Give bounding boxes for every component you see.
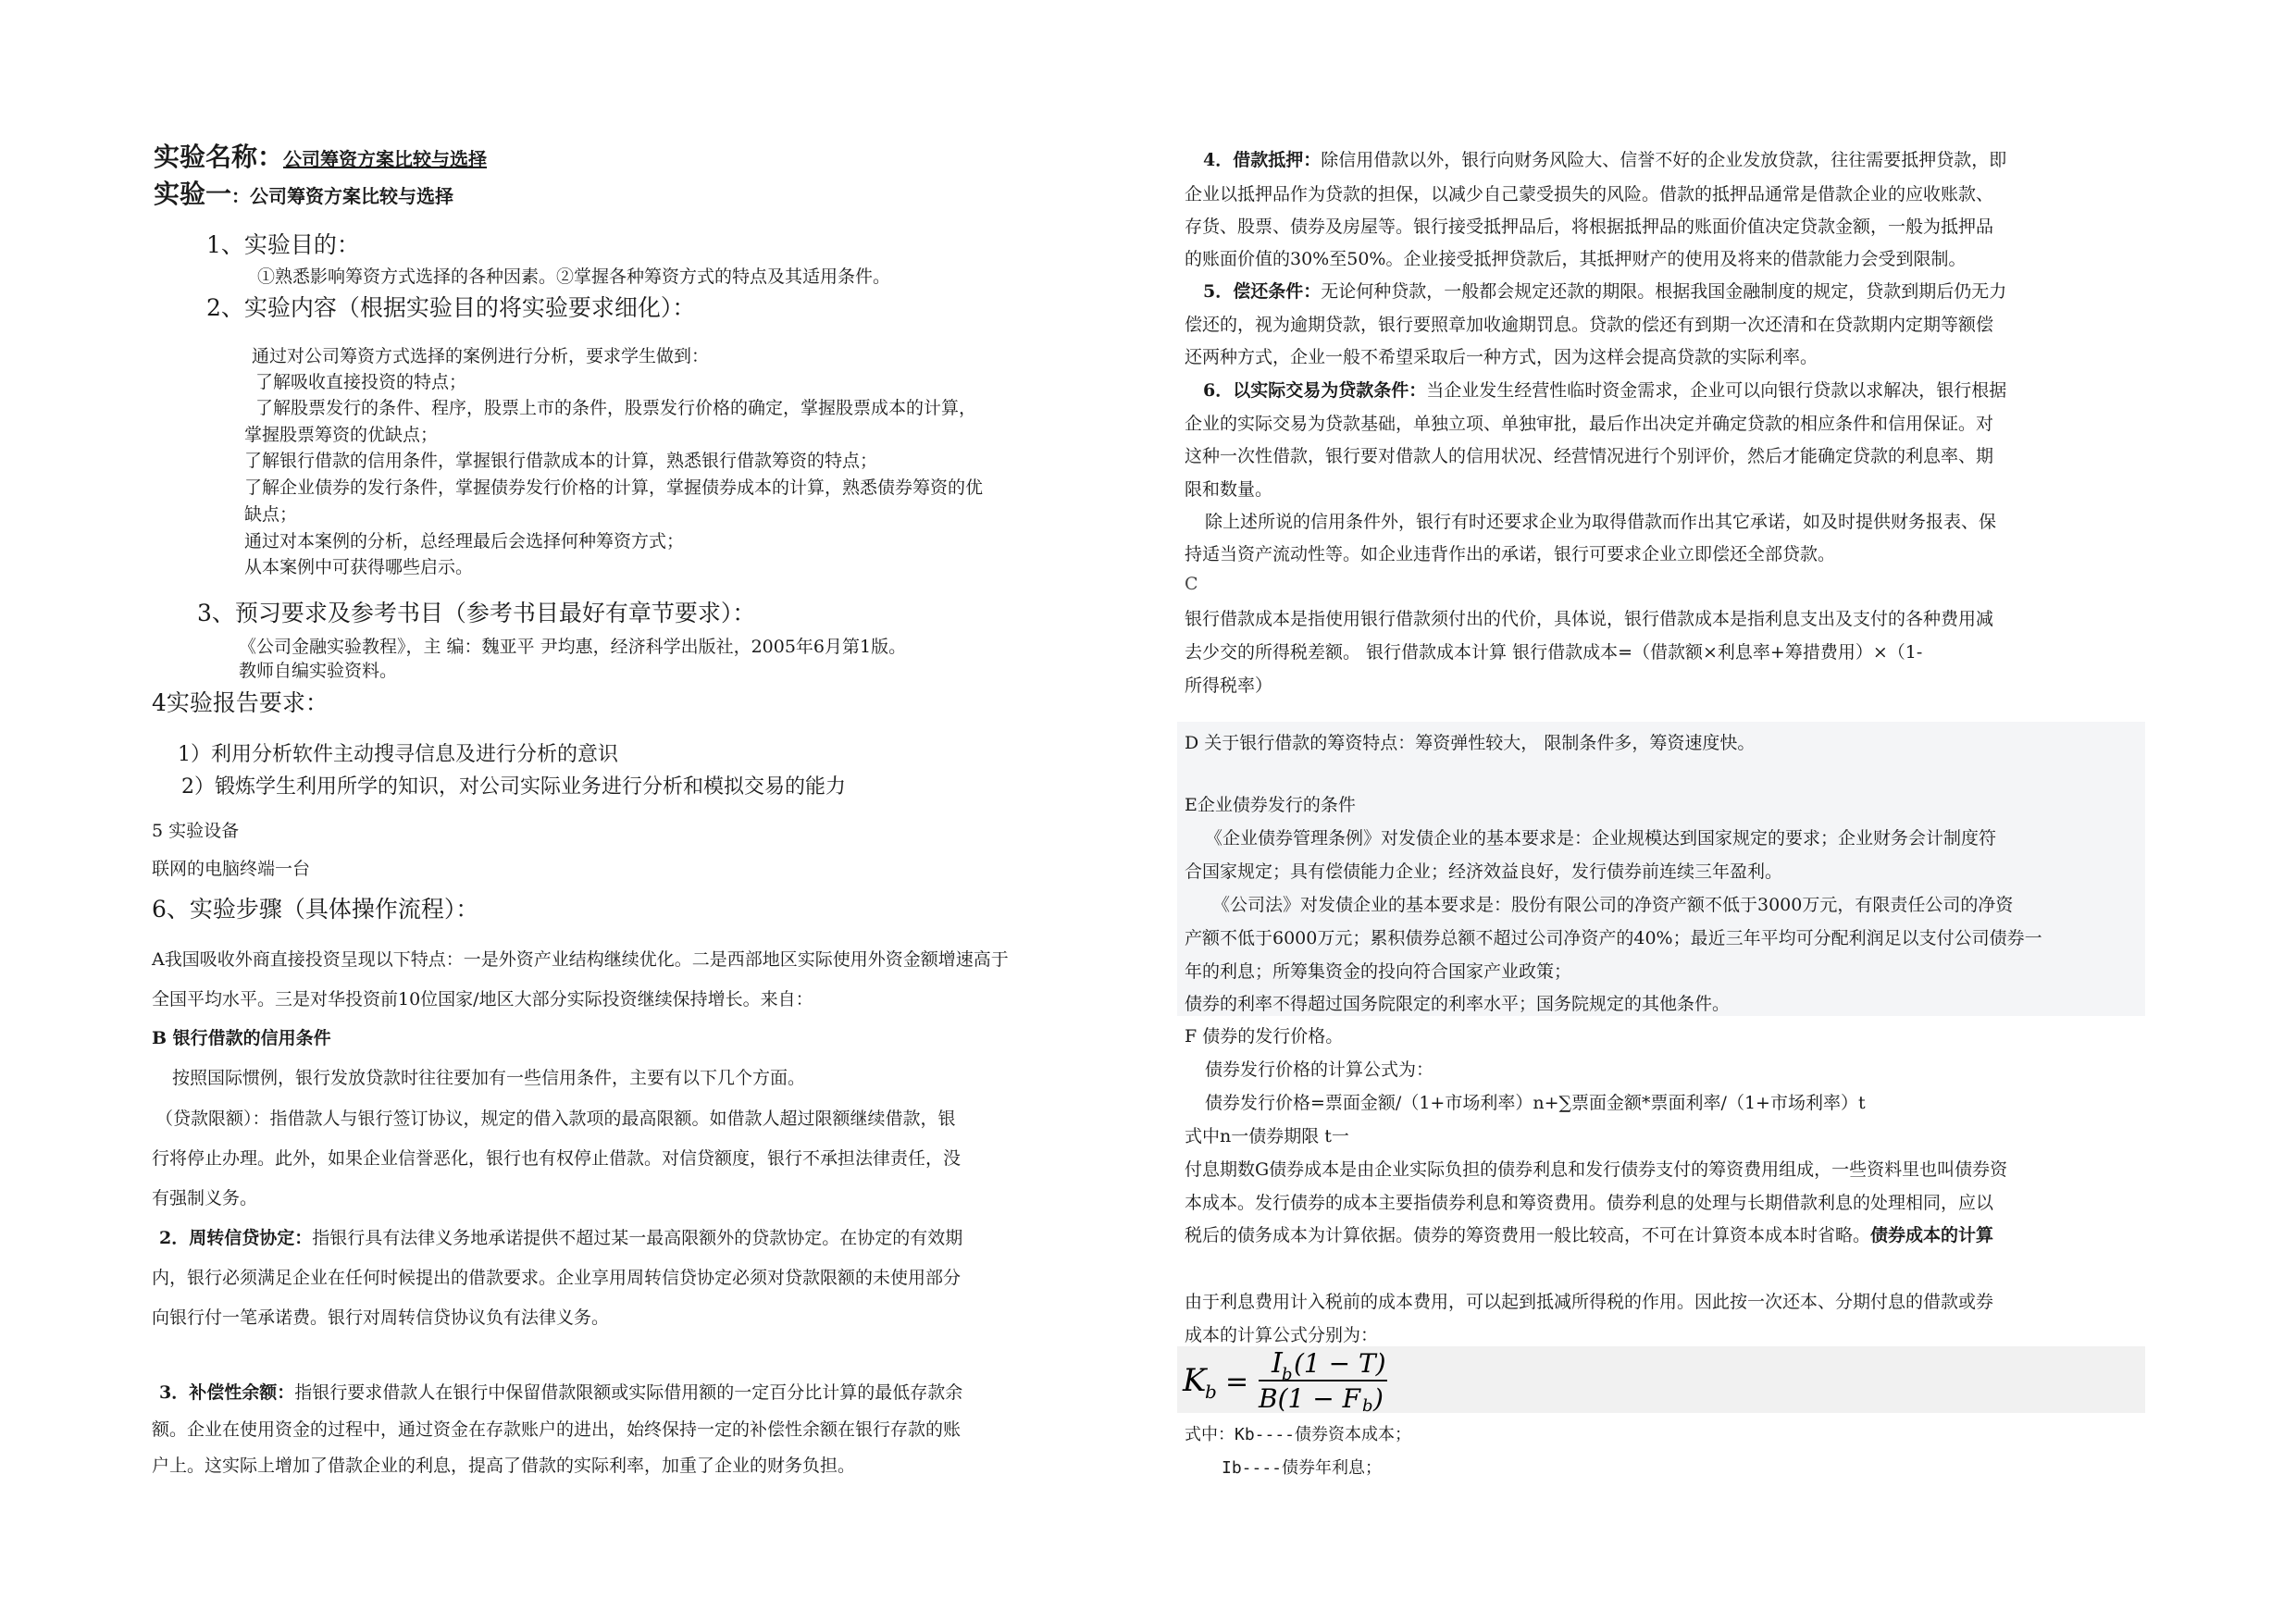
paragraph-b2-line: 内，银行必须满足企业在任何时候提出的借款要求。企业享用周转信贷协定必须对贷款限额的未使用部分 bbox=[152, 1268, 962, 1288]
paragraph-b-title: B 银行借款的信用条件 bbox=[152, 1028, 331, 1048]
list-item: 通过对本案例的分析，总经理最后会选择何种筹资方式； bbox=[244, 531, 685, 551]
list-item: 了解吸收直接投资的特点； bbox=[255, 372, 467, 392]
paragraph-f-line: 债券发行价格的计算公式为： bbox=[1205, 1059, 1434, 1080]
formula-den-rest: ) bbox=[1373, 1383, 1384, 1413]
section-3-title: 3、预习要求及参考书目（参考书目最好有章节要求）： bbox=[197, 600, 756, 626]
paragraph-g-line: 成本的计算公式分别为： bbox=[1185, 1325, 1379, 1345]
paragraph-d: D 关于银行借款的筹资特点：筹资弹性较大， 限制条件多，筹资速度快。 bbox=[1185, 733, 1756, 753]
experiment-one-label: 实验一 bbox=[154, 179, 232, 209]
paragraph-b3-line: 额。企业在使用资金的过程中，通过资金在存款账户的进出，始终保持一定的补偿性余额在银行存款的账 bbox=[152, 1419, 962, 1440]
paragraph-f-line: 付息期数G债券成本是由企业实际负担的债券利息和发行债券支付的筹资费用组成，一些资料里也叫债券资 bbox=[1185, 1159, 2008, 1180]
report-requirement-1: 1）利用分析软件主动搜寻信息及进行分析的意识 bbox=[178, 743, 618, 766]
paragraph-b3-line bbox=[159, 1379, 962, 1404]
experiment-one-line bbox=[154, 174, 453, 211]
paragraph-b-intro: 按照国际惯例，银行发放贷款时往往要加有一些信用条件，主要有以下几个方面。 bbox=[172, 1068, 806, 1088]
paragraph-b2-line: 向银行付一笔承诺费。银行对周转信贷协议负有法律义务。 bbox=[152, 1307, 610, 1328]
experiment-name-label: 实验名称： bbox=[154, 142, 284, 172]
paragraph-b1-line: 有强制义务。 bbox=[152, 1188, 258, 1208]
experiment-name-value: 公司筹资方案比较与选择 bbox=[283, 148, 488, 170]
formula-den-main: B(1 − F bbox=[1259, 1383, 1361, 1413]
paragraph-b5-label: 5．偿还条件： bbox=[1203, 281, 1322, 302]
paragraph-b2-text: 指银行具有法律义务地承诺提供不超过某一最高限额外的贷款协定。在协定的有效期 bbox=[312, 1228, 963, 1248]
paragraph-b2-line bbox=[159, 1224, 962, 1249]
list-item: 缺点； bbox=[244, 504, 298, 525]
reference-material: 教师自编实验资料。 bbox=[239, 661, 398, 681]
section-5-title: 5 实验设备 bbox=[152, 821, 240, 841]
paragraph-e-line: 合国家规定；具有偿债能力企业；经济效益良好，发行债券前连续三年盈利。 bbox=[1185, 861, 1783, 882]
paragraph-extra-line: 持适当资产流动性等。如企业违背作出的承诺，银行可要求企业立即偿还全部贷款。 bbox=[1185, 544, 1836, 564]
section-6-title: 6、实验步骤（具体操作流程）： bbox=[152, 896, 479, 923]
formula-svg bbox=[1179, 1346, 1420, 1413]
list-item: 通过对公司筹资方式选择的案例进行分析，要求学生做到： bbox=[252, 346, 710, 366]
paragraph-e-line: 《公司法》对发债企业的基本要求是：股份有限公司的净资产额不低于3000万元，有限责任公司的净资 bbox=[1212, 895, 2014, 915]
paragraph-b6-label: 6．以实际交易为贷款条件： bbox=[1203, 380, 1427, 401]
formula-den-sub: b bbox=[1362, 1396, 1373, 1413]
paragraph-b1-line: （贷款限额）：指借款人与银行签订协议，规定的借入款项的最高限额。如借款人超过限额继续借款，银 bbox=[155, 1109, 956, 1129]
paragraph-b6-line: 这种一次性借款，银行要对借款人的信用状况、经营情况进行个别评价，然后才能确定贷款的利息率、期 bbox=[1185, 446, 1994, 466]
paragraph-b3-line: 户上。这实际上增加了借款企业的利息，提高了借款的实际利率，加重了企业的财务负担。 bbox=[152, 1456, 856, 1476]
paragraph-b6-text: 当企业发生经营性临时资金需求，企业可以向银行贷款以求解决，银行根据 bbox=[1426, 380, 2007, 401]
list-item: 从本案例中可获得哪些启示。 bbox=[244, 557, 474, 577]
paragraph-b4-label: 4．借款抵押： bbox=[1203, 150, 1322, 170]
formula-num-main: I bbox=[1272, 1347, 1283, 1380]
paragraph-e-line: 债券的利率不得超过国务院限定的利率水平；国务院规定的其他条件。 bbox=[1185, 994, 1731, 1014]
paragraph-f-line: 式中n一债券期限 t一 bbox=[1185, 1126, 1349, 1146]
reference-book: 《公司金融实验教程》，主 编：魏亚平 尹均惠，经济科学出版社，2005年6月第1版。 bbox=[239, 637, 907, 657]
formula-equals: = bbox=[1225, 1366, 1249, 1398]
paragraph-f-line: F 债券的发行价格。 bbox=[1185, 1026, 1344, 1047]
formula-num-rest: (1 − T) bbox=[1294, 1348, 1386, 1379]
paragraph-e-line: 年的利息；所筹集资金的投向符合国家产业政策； bbox=[1185, 961, 1572, 982]
section-2-title: 2、实验内容（根据实验目的将实验要求细化）： bbox=[206, 294, 696, 321]
paragraph-a-line: 全国平均水平。三是对华投资前10位国家/地区大部分实际投资继续保持增长。来自： bbox=[152, 989, 813, 1010]
paragraph-b4-text: 除信用借款以外，银行向财务风险大、信誉不好的企业发放贷款，往往需要抵押贷款，即 bbox=[1321, 150, 2007, 170]
bond-cost-formula bbox=[1177, 1346, 2145, 1413]
paragraph-c-line: 所得税率） bbox=[1185, 675, 1273, 696]
formula-lhs: K bbox=[1183, 1362, 1207, 1399]
paragraph-b3-label: 3．补偿性余额： bbox=[159, 1382, 295, 1403]
paragraph-b1-line: 行将停止办理。此外，如果企业信誉恶化，银行也有权停止借款。对信贷额度，银行不承担法律责任，没 bbox=[152, 1148, 962, 1169]
paragraph-a-line: A我国吸收外商直接投资呈现以下特点：一是外资产业结构继续优化。二是西部地区实际使用外资金额增速高于 bbox=[152, 949, 1009, 970]
paragraph-e-line: 《企业债券管理条例》对发债企业的基本要求是：企业规模达到国家规定的要求；企业财务会计制度符 bbox=[1205, 828, 1997, 849]
paragraph-e-title: E企业债券发行的条件 bbox=[1185, 795, 1356, 815]
experiment-one-value: ：公司筹资方案比较与选择 bbox=[231, 185, 454, 207]
section-5-text: 联网的电脑终端一台 bbox=[152, 859, 311, 879]
experiment-name-line bbox=[154, 137, 487, 174]
paragraph-b4-line: 企业以抵押品作为贷款的担保，以减少自己蒙受损失的风险。借款的抵押品通常是借款企业的应收账款、 bbox=[1185, 184, 1994, 204]
paragraph-b5-line: 偿还的，视为逾期贷款，银行要照章加收逾期罚息。贷款的偿还有到期一次还清和在贷款期内定期等额偿 bbox=[1185, 315, 1994, 335]
paragraph-b3-text: 指银行要求借款人在银行中保留借款限额或实际借用额的一定百分比计算的最低存款余 bbox=[294, 1382, 963, 1403]
list-item: 掌握股票筹资的优缺点； bbox=[244, 425, 439, 445]
paragraph-f-line: 债券发行价格=票面金额/（1+市场利率）n+∑票面金额*票面利率/（1+市场利率）t bbox=[1205, 1093, 1866, 1113]
paragraph-extra-line: 除上述所说的信用条件外，银行有时还要求企业为取得借款而作出其它承诺，如及时提供财务报表、保 bbox=[1205, 512, 1997, 532]
section-4-title: 4实验报告要求： bbox=[152, 689, 329, 716]
paragraph-b5-line bbox=[1203, 278, 2006, 303]
paragraph-c-label: C bbox=[1185, 574, 1198, 594]
paragraph-b4-line: 的账面价值的30%至50%。企业接受抵押贷款后，其抵押财产的使用及将来的借款能力会受到限制。 bbox=[1185, 249, 1967, 269]
formula-num-sub: b bbox=[1282, 1365, 1293, 1384]
bond-cost-heading: 债券成本的计算 bbox=[1870, 1225, 1994, 1245]
paragraph-b6-line: 企业的实际交易为贷款基础，单独立项、单独审批，最后作出决定并确定贷款的相应条件和信用保证。对 bbox=[1185, 414, 1994, 434]
paragraph-c-line: 去少交的所得税差额。 银行借款成本计算 银行借款成本=（借款额×利息率+筹措费用）×（1- bbox=[1185, 642, 1923, 663]
paragraph-b2-label: 2．周转信贷协定： bbox=[159, 1228, 313, 1248]
formula-legend-line: 式中：Kb----债券资本成本； bbox=[1185, 1425, 1412, 1444]
paragraph-f-line bbox=[1185, 1221, 1993, 1246]
formula-legend-line: Ib----债券年利息； bbox=[1222, 1458, 1383, 1478]
list-item: 了解银行借款的信用条件，掌握银行借款成本的计算，熟悉银行借款筹资的特点； bbox=[244, 451, 878, 471]
paragraph-f-text: 税后的债务成本为计算依据。债券的筹资费用一般比较高，不可在计算资本成本时省略。 bbox=[1185, 1225, 1871, 1245]
paragraph-f-line: 本成本。发行债券的成本主要指债券利息和筹资费用。债券利息的处理与长期借款利息的处理相同，应以 bbox=[1185, 1193, 1994, 1213]
list-item: 了解企业债券的发行条件，掌握债券发行价格的计算，掌握债券成本的计算，熟悉债券筹资的优 bbox=[244, 477, 984, 498]
paragraph-g-line: 由于利息费用计入税前的成本费用，可以起到抵减所得税的作用。因此按一次还本、分期付息的借款或券 bbox=[1185, 1292, 1994, 1312]
paragraph-b5-line: 还两种方式，企业一般不希望采取后一种方式，因为这样会提高贷款的实际利率。 bbox=[1185, 347, 1818, 367]
paragraph-b6-line: 限和数量。 bbox=[1185, 479, 1273, 500]
section-1-text: ①熟悉影响筹资方式选择的各种因素。②掌握各种筹资方式的特点及其适用条件。 bbox=[257, 266, 891, 287]
report-requirement-2: 2）锻炼学生利用所学的知识，对公司实际业务进行分析和模拟交易的能力 bbox=[181, 775, 846, 799]
paragraph-b4-line bbox=[1203, 146, 2006, 171]
paragraph-c-line: 银行借款成本是指使用银行借款须付出的代价，具体说，银行借款成本是指利息支出及支付的各种费用减 bbox=[1185, 609, 1994, 629]
paragraph-b4-line: 存货、股票、债券及房屋等。银行接受抵押品后，将根据抵押品的账面价值决定贷款金额，一般为抵押品 bbox=[1185, 217, 1994, 237]
list-item: 了解股票发行的条件、程序，股票上市的条件，股票发行价格的确定，掌握股票成本的计算， bbox=[255, 398, 977, 418]
formula-lhs-sub: b bbox=[1205, 1381, 1217, 1403]
section-1-title: 1、实验目的： bbox=[206, 231, 360, 258]
paragraph-e-line: 产额不低于6000万元；累积债券总额不超过公司净资产的40%；最近三年平均可分配利润足以支付公司债券一 bbox=[1185, 928, 2042, 948]
paragraph-b5-text: 无论何种贷款，一般都会规定还款的期限。根据我国金融制度的规定，贷款到期后仍无力 bbox=[1321, 281, 2007, 302]
paragraph-b6-line bbox=[1203, 377, 2006, 402]
